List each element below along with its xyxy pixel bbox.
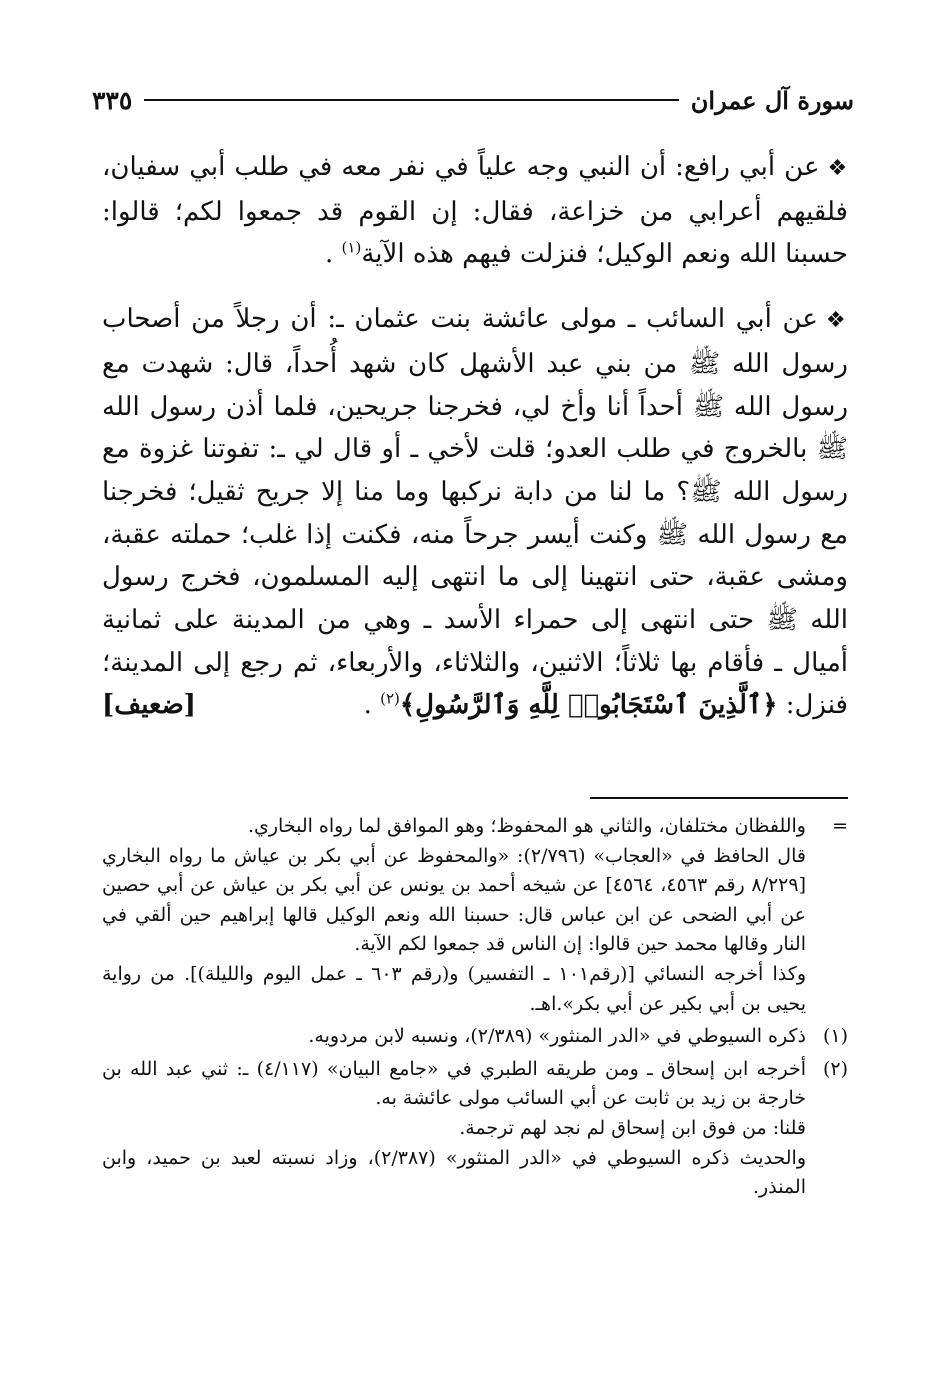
- grade-label: [ضعيف]: [102, 690, 196, 721]
- page-header: [92, 78, 854, 122]
- footnote-2-body: [102, 1055, 806, 1203]
- quran-quote: ﴿ٱلَّذِينَ ٱسْتَجَابُوا۟ لِلَّهِ وَٱلرَّسُولِ﴾: [399, 690, 778, 721]
- hadith-2-text: عن أبي السائب ـ مولى عائشة بنت عثمان ـ: أن رجلاً من أصحاب رسول الله ﷺ من بني عبد الأشهل كان شهد أُحداً، قال: شهدت مع رسول الله ﷺ أحداً أنا وأخ لي، فخرجنا جريحين، فلما أذن رسول الله ﷺ بالخروج في طلب العدو؛ قلت لأخي ـ أو قال لي ـ: تفوتنا غزوة مع رسول الله ﷺ؟ ما لنا من دابة نركبها وما منا إلا جريح ثقيل؛ فخرجنا مع رسول الله ﷺ وكنت أيسر جرحاً منه، فكنت إذا غلب؛ حملته عقبة، ومشى عقبة، حتى انتهينا إلى ما انتهى إليه المسلمون، فخرج رسول الله ﷺ حتى انتهى إلى حمراء الأسد ـ وهي من المدينة على ثمانية أميال ـ فأقام بها ثلاثاً؛ الاثنين، والثلاثاء، والأربعاء، ثم رجع إلى المدينة؛ فنزل:: [102, 304, 849, 721]
- footnote-2-line: والحديث ذكره السيوطي في «الدر المنثور» (٢/٣٨٧)، وزاد نسبته لعبد بن حميد، وابن المنذر.: [102, 1146, 806, 1199]
- hadith-1-text: عن أبي رافع: أن النبي وجه علياً في نفر معه في طلب أبي سفيان، فلقيهم أعرابي من خزاعة، فقال: إن القوم قد جمعوا لكم؛ قالوا: حسبنا الله ونعم الوكيل؛ فنزلت فيهم هذه الآية: [102, 152, 848, 270]
- surah-title: سورة آل عمران: [690, 85, 854, 115]
- footnote-2-line: قلنا: من فوق ابن إسحاق لم نجد لهم ترجمة.: [459, 1116, 806, 1139]
- continuation-mark: =: [832, 815, 848, 837]
- star-bullet-icon: ❖: [825, 308, 848, 334]
- footnote-marker-1[interactable]: (١): [341, 238, 362, 257]
- main-text: [102, 146, 848, 727]
- continuation-line: وكذا أخرجه النسائي [(رقم١٠١ ـ التفسير) و(رقم ٦٠٣ ـ عمل اليوم والليلة)]. من رواية يحيى بن أبي بكير عن أبي بكر».اهـ.: [102, 962, 806, 1015]
- footnote-number-2: (٢): [822, 1057, 848, 1080]
- footnote-2-line: أخرجه ابن إسحاق ـ ومن طريقه الطبري في «جامع البيان» (٤/١١٧) ـ: ثني عبد الله بن خارجة بن زيد بن ثابت عن أبي السائب مولى عائشة به.: [102, 1057, 806, 1110]
- footnote-2: [102, 1055, 848, 1203]
- footnote-marker-2[interactable]: (٢): [380, 689, 400, 708]
- hadith-2-end: .: [363, 690, 372, 721]
- footnotes: [102, 812, 848, 1203]
- continuation-line: قال الحافظ في «العجاب» (٢/٧٩٦): «والمحفوظ عن أبي بكر بن عياش ما رواه البخاري [٨/٢٢٩ رقم ٤٥٦٣، ٤٥٦٤] عن شيخه أحمد بن يونس عن أبي بكر بن عياش عن أبي حصين عن أبي الضحى عن ابن عباس قال: حسبنا الله ونعم الوكيل قالها إبراهيم حين ألقي في النار وقالها محمد حين قالوا: إن الناس قد جمعوا لكم الآية.: [102, 844, 807, 956]
- footnote-1: [102, 1022, 848, 1052]
- continuation-line: واللفظان مختلفان، والثاني هو المحفوظ؛ وهو الموافق لما رواه البخاري.: [247, 815, 806, 837]
- footnote-continuation: [102, 812, 848, 1019]
- footnote-1-text: ذكره السيوطي في «الدر المنثور» (٢/٣٨٩)، ونسبه لابن مردويه.: [308, 1025, 806, 1048]
- hadith-paragraph-2: [102, 298, 848, 727]
- continuation-body: [102, 812, 806, 1019]
- footnote-divider: [590, 797, 848, 799]
- hadith-1-end: .: [325, 239, 334, 270]
- hadith-paragraph-1: [102, 146, 848, 276]
- footnote-1-body: [102, 1022, 806, 1052]
- page-number: ٣٣٥: [92, 85, 133, 115]
- star-bullet-icon: ❖: [827, 156, 848, 181]
- footnote-number-1: (١): [822, 1025, 848, 1048]
- header-rule: [144, 99, 678, 101]
